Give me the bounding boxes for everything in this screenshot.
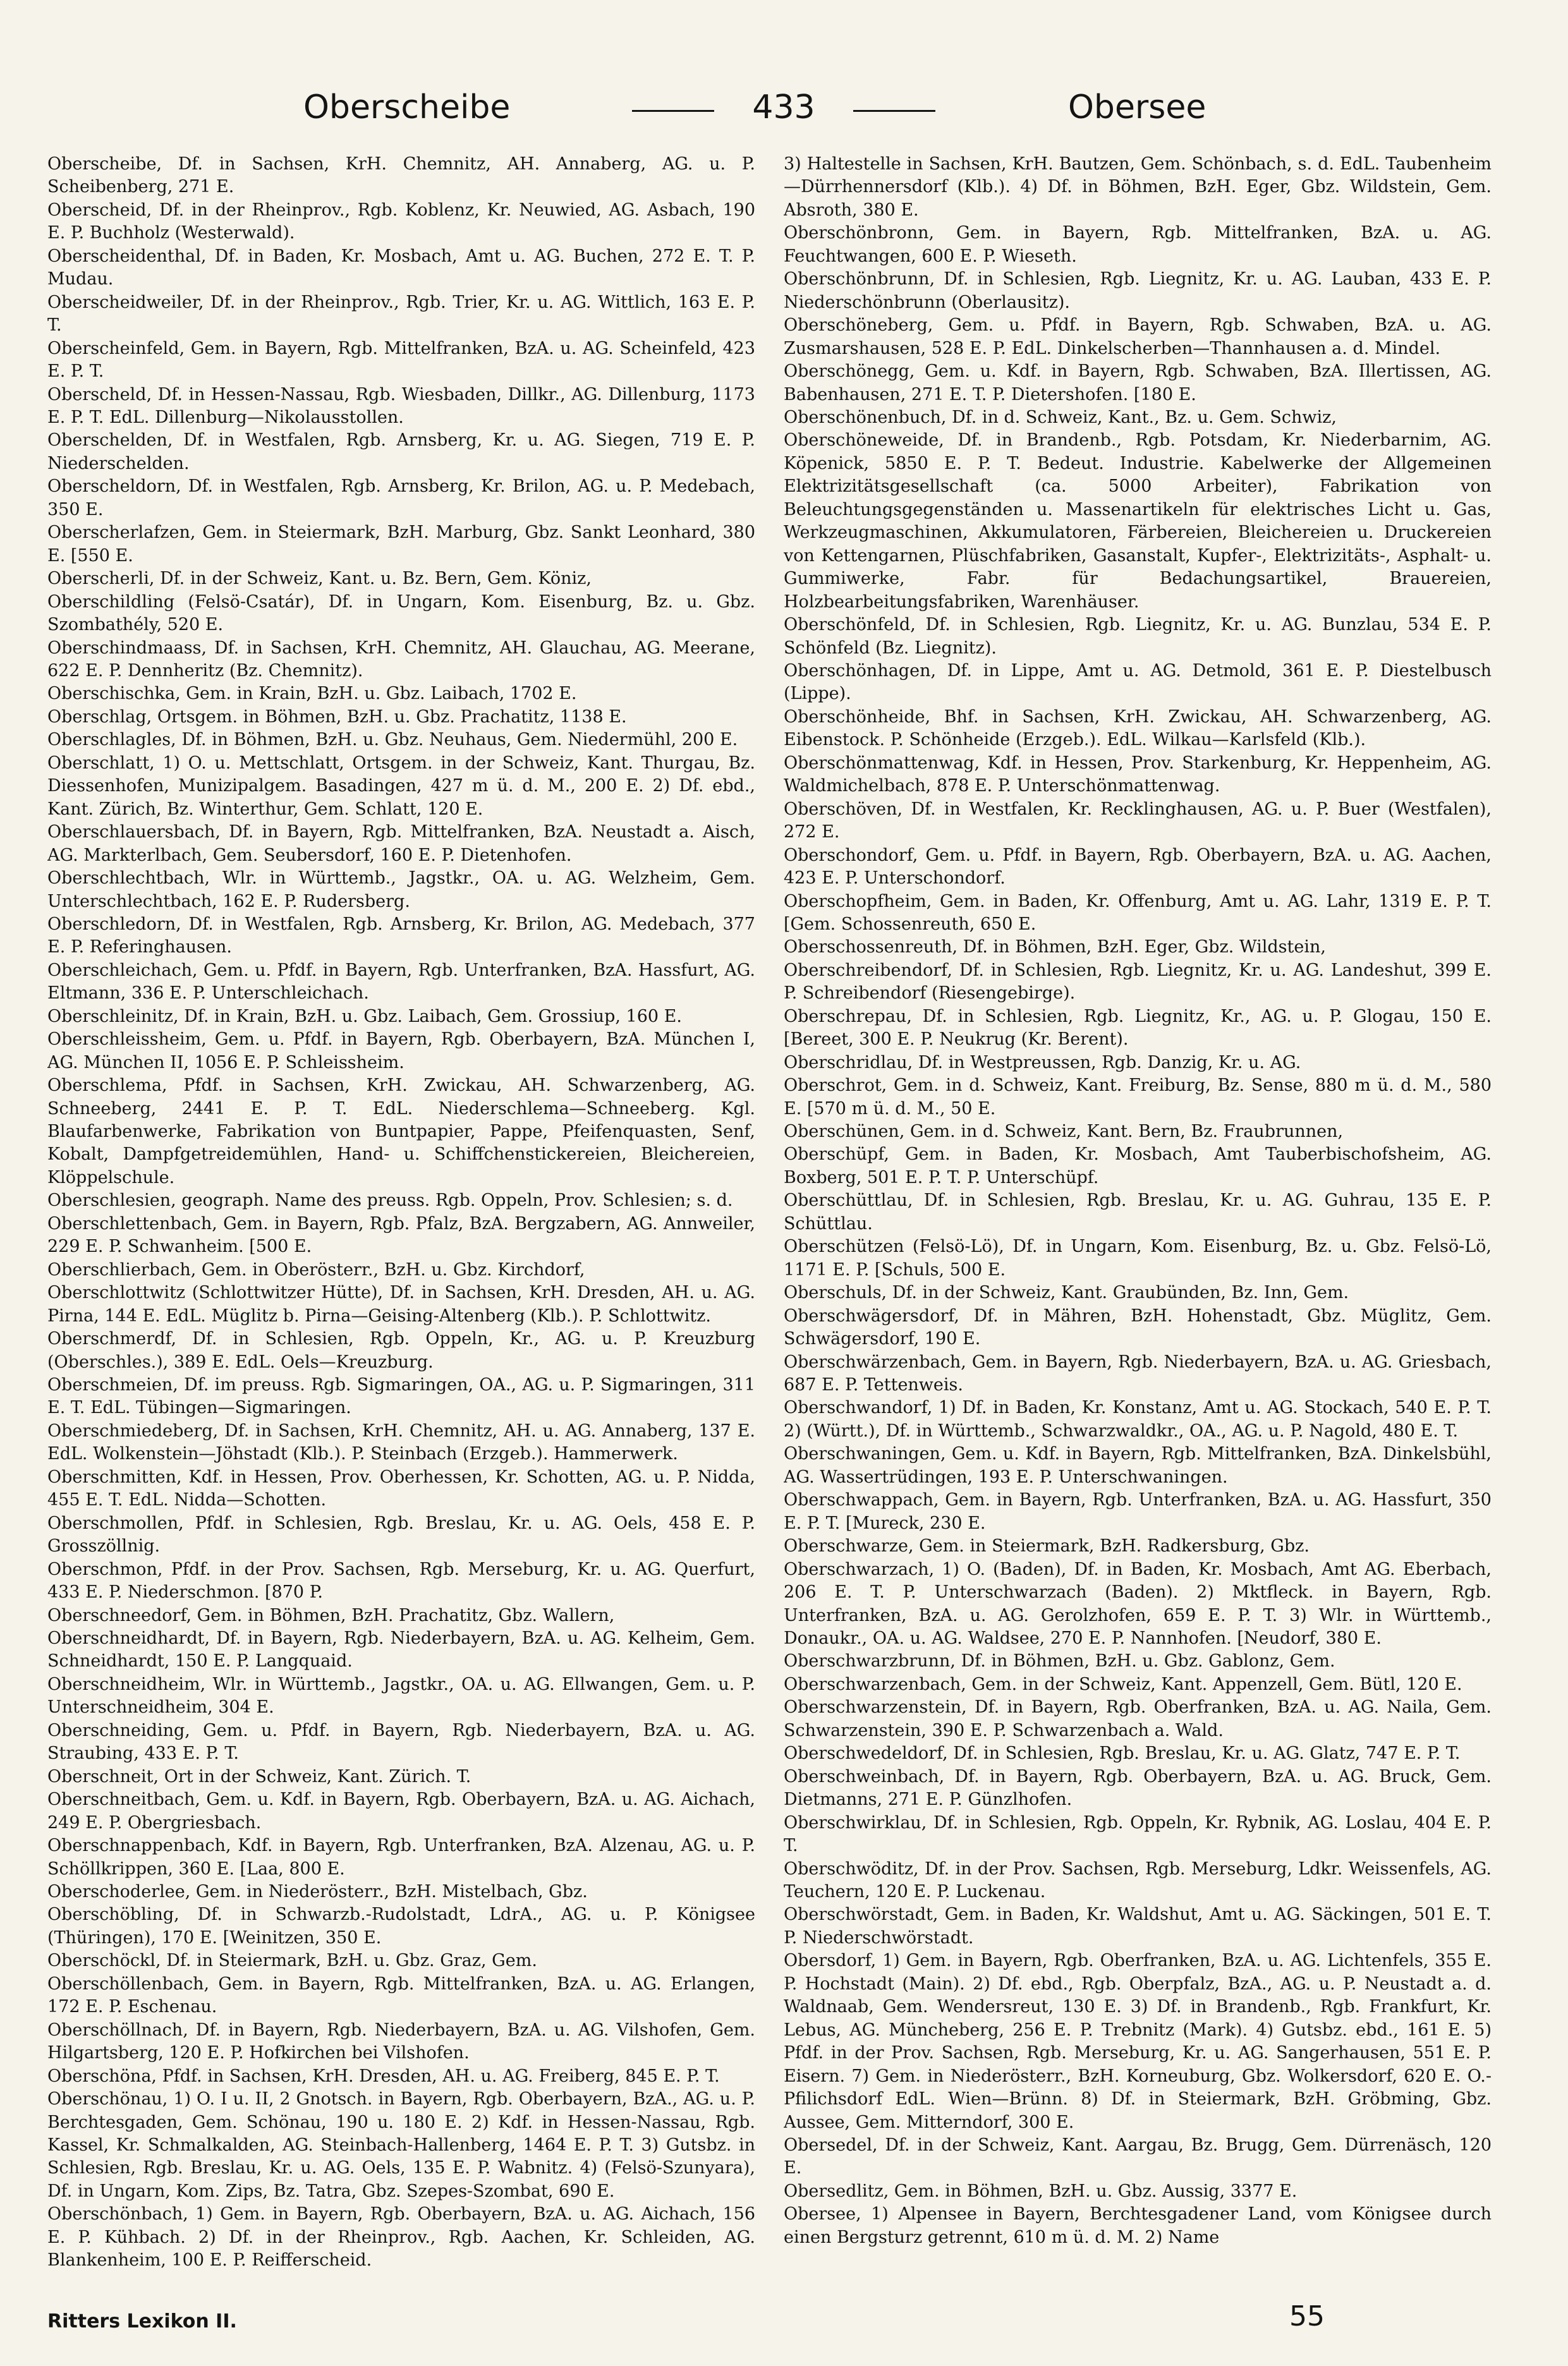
dictionary-entry: Oberschönenbuch, Df. in d. Schweiz, Kant., Bz. u. Gem. Schwiz, bbox=[784, 407, 1337, 427]
dictionary-entry: Obersedlitz, Gem. in Böhmen, BzH. u. Gbz. Aussig, 3377 E. bbox=[784, 2181, 1298, 2201]
dictionary-entry: Oberschöna, Pfdf. in Sachsen, KrH. Dresden, AH. u. AG. Freiberg, 845 E. P. T. bbox=[47, 2066, 720, 2086]
dictionary-entry: Oberschöneweide, Df. in Brandenb., Rgb. Potsdam, Kr. Niederbarnim, AG. Köpenick, 5850 E. P. T. Bedeut. Industrie. Kabelwerke der Allgemeinen Elektrizitätsgesellschaft (ca. 5000 Arbeiter), Fabrikation von Beleuchtungsgegenständen u. Massenartikeln für elektrisches Licht u. Gas, Werkzeugmaschinen, Akkumulatoren, Färbereien, Bleichereien u. Druckereien von Kettengarnen, Plüschfabriken, Gasanstalt, Kupfer-, Elektrizitäts-, Asphalt- u. Gummiwerke, Fabr. für Bedachungsartikel, Brauereien, Holzbearbeitungsfabriken, Warenhäuser. bbox=[784, 430, 1492, 612]
dictionary-entry: Oberschweinbach, Df. in Bayern, Rgb. Oberbayern, BzA. u. AG. Bruck, Gem. Dietmanns, 271 E. P. Günzlhofen. bbox=[784, 1766, 1492, 1810]
dictionary-entry: Oberschwarzach, 1) O. (Baden), Df. in Baden, Kr. Mosbach, Amt AG. Eberbach, 206 E. T. P. Unterschwarzach (Baden). 2) Mktfleck. in Bayern, Rgb. Unterfranken, BzA. u. AG. Gerolzhofen, 659 E. P. T. 3) Wlr. in Württemb., Donaukr., OA. u. AG. Waldsee, 270 E. P. Nannhofen. [Neudorf, 380 E. bbox=[784, 1559, 1492, 1648]
dictionary-entry: Oberschüttlau, Df. in Schlesien, Rgb. Breslau, Kr. u. AG. Guhrau, 135 E. P. Schüttlau. bbox=[784, 1191, 1492, 1234]
dictionary-entry: Oberschneiding, Gem. u. Pfdf. in Bayern, Rgb. Niederbayern, BzA. u. AG. Straubing, 433 E. P. T. bbox=[47, 1720, 755, 1764]
dictionary-entry: Oberschüpf, Gem. in Baden, Kr. Mosbach, Amt Tauberbischofsheim, AG. Boxberg, 501 E. P. T. P. Unterschüpf. bbox=[784, 1144, 1492, 1187]
dictionary-entry: Oberschwedeldorf, Df. in Schlesien, Rgb. Breslau, Kr. u. AG. Glatz, 747 E. P. T. bbox=[784, 1744, 1461, 1764]
dictionary-entry: Oberschlauersbach, Df. in Bayern, Rgb. Mittelfranken, BzA. Neustadt a. Aisch, AG. Markterlbach, Gem. Seubersdorf, 160 E. P. Dietenhofen. bbox=[47, 822, 755, 865]
dictionary-entry: Oberschlierbach, Gem. in Oberösterr., BzH. u. Gbz. Kirchdorf, bbox=[47, 1259, 585, 1280]
source-note: Ritters Lexikon II. bbox=[47, 2310, 237, 2333]
dictionary-entry: Oberschöbling, Df. in Schwarzb.-Rudolstadt, LdrA., AG. u. P. Königsee (Thüringen), 170 E. [Weinitzen, 350 E. bbox=[47, 1905, 755, 1948]
dictionary-entry: Obersedel, Df. in der Schweiz, Kant. Aargau, Bz. Brugg, Gem. Dürrenäsch, 120 E. bbox=[784, 2135, 1492, 2178]
dictionary-entry: Oberschlesien, geograph. Name des preuss. Rgb. Oppeln, Prov. Schlesien; s. d. bbox=[47, 1191, 733, 1211]
dictionary-entry: Oberschmeien, Df. im preuss. Rgb. Sigmaringen, OA., AG. u. P. Sigmaringen, 311 E. T. EdL. Tübingen—Sigmaringen. bbox=[47, 1375, 755, 1418]
dictionary-entry: Oberscheidweiler, Df. in der Rheinprov., Rgb. Trier, Kr. u. AG. Wittlich, 163 E. P. T. bbox=[47, 292, 755, 336]
dictionary-entry: Oberschönegg, Gem. u. Kdf. in Bayern, Rgb. Schwaben, BzA. Illertissen, AG. Babenhausen, 271 E. T. P. Dietershofen. [180 E. bbox=[784, 361, 1492, 404]
dictionary-entry: Oberschossenreuth, Df. in Böhmen, BzH. Eger, Gbz. Wildstein, bbox=[784, 937, 1326, 957]
dictionary-entry: Oberschöven, Df. in Westfalen, Kr. Recklinghausen, AG. u. P. Buer (Westfalen), 272 E. bbox=[784, 799, 1492, 842]
dictionary-entry: Oberschneit, Ort in der Schweiz, Kant. Zürich. T. bbox=[47, 1766, 471, 1787]
dictionary-entry: Oberschwaningen, Gem. u. Kdf. in Bayern, Rgb. Mittelfranken, BzA. Dinkelsbühl, AG. Wassertrüdingen, 193 E. P. Unterschwaningen. bbox=[784, 1444, 1492, 1487]
dictionary-entry: Oberschwappach, Gem. in Bayern, Rgb. Unterfranken, BzA. u. AG. Hassfurt, 350 E. P. T. [Mureck, 230 E. bbox=[784, 1490, 1492, 1533]
right-column bbox=[784, 153, 1492, 2289]
dictionary-entry: Oberschondorf, Gem. u. Pfdf. in Bayern, Rgb. Oberbayern, BzA. u. AG. Aachen, 423 E. P. Unterschondorf. bbox=[784, 845, 1492, 889]
dictionary-entry: Oberschindmaass, Df. in Sachsen, KrH. Chemnitz, AH. Glauchau, AG. Meerane, 622 E. P. Dennheritz (Bz. Chemnitz). bbox=[47, 638, 755, 681]
dictionary-entry: Oberschwörstadt, Gem. in Baden, Kr. Waldshut, Amt u. AG. Säckingen, 501 E. T. P. Niederschwörstadt. bbox=[784, 1905, 1492, 1948]
dictionary-entry: Oberschlema, Pfdf. in Sachsen, KrH. Zwickau, AH. Schwarzenberg, AG. Schneeberg, 2441 E. P. T. EdL. Niederschlema—Schneeberg. Kgl. Blaufarbenwerke, Fabrikation von Buntpapier, Pappe, Pfeifenquasten, Senf, Kobalt, Dampfgetreidemühlen, Hand- u. Schiffchenstickereien, Bleichereien, Klöppelschule. bbox=[47, 1076, 755, 1187]
dictionary-entry: Oberschopfheim, Gem. in Baden, Kr. Offenburg, Amt u. AG. Lahr, 1319 E. P. T. [Gem. Schossenreuth, 650 E. bbox=[784, 891, 1492, 934]
dictionary-entry: Oberschmitten, Kdf. in Hessen, Prov. Oberhessen, Kr. Schotten, AG. u. P. Nidda, 455 E. T. EdL. Nidda—Schotten. bbox=[47, 1467, 755, 1510]
dictionary-entry: Oberschlag, Ortsgem. in Böhmen, BzH. u. Gbz. Prachatitz, 1138 E. bbox=[47, 707, 627, 727]
dictionary-entry: Oberschlatt, 1) O. u. Mettschlatt, Ortsgem. in der Schweiz, Kant. Thurgau, Bz. Diessenhofen, Munizipalgem. Basadingen, 427 m ü. d. M., 200 E. 2) Df. ebd., Kant. Zürich, Bz. Winterthur, Gem. Schlatt, 120 E. bbox=[47, 753, 755, 819]
dictionary-entry: Oberschleissheim, Gem. u. Pfdf. in Bayern, Rgb. Oberbayern, BzA. München I, AG. München II, 1056 E. P. Schleissheim. bbox=[47, 1029, 755, 1072]
dictionary-entry: Oberschmerdf, Df. in Schlesien, Rgb. Oppeln, Kr., AG. u. P. Kreuzburg (Oberschles.), 389 E. EdL. Oels—Kreuzburg. bbox=[47, 1329, 755, 1372]
dictionary-entry: Oberschreibendorf, Df. in Schlesien, Rgb. Liegnitz, Kr. u. AG. Landeshut, 399 E. P. Schreibendorf (Riesengebirge). bbox=[784, 960, 1492, 1004]
dictionary-entry: Oberschnappenbach, Kdf. in Bayern, Rgb. Unterfranken, BzA. Alzenau, AG. u. P. Schöllkrippen, 360 E. [Laa, 800 E. bbox=[47, 1836, 755, 1879]
dictionary-entry: Oberschlagles, Df. in Böhmen, BzH. u. Gbz. Neuhaus, Gem. Niedermühl, 200 E. bbox=[47, 730, 738, 750]
dictionary-entry: Oberschleinitz, Df. in Krain, BzH. u. Gbz. Laibach, Gem. Grossiup, 160 E. bbox=[47, 1006, 682, 1026]
dictionary-entry: Oberschwöditz, Df. in der Prov. Sachsen, Rgb. Merseburg, Ldkr. Weissenfels, AG. Teuchern, 120 E. P. Luckenau. bbox=[784, 1859, 1492, 1902]
dictionary-entry: Oberschwarze, Gem. in Steiermark, BzH. Radkersburg, Gbz. bbox=[784, 1536, 1310, 1556]
dictionary-entry: Oberschledorn, Df. in Westfalen, Rgb. Arnsberg, Kr. Brilon, AG. Medebach, 377 E. P. Referinghausen. bbox=[47, 914, 755, 957]
dictionary-entry: Oberschwarzenstein, Df. in Bayern, Rgb. Oberfranken, BzA. u. AG. Naila, Gem. Schwarzenstein, 390 E. P. Schwarzenbach a. Wald. bbox=[784, 1697, 1492, 1740]
dictionary-entry: Oberscheid, Df. in der Rheinprov., Rgb. Koblenz, Kr. Neuwied, AG. Asbach, 190 E. P. Buchholz (Westerwald). bbox=[47, 200, 755, 243]
dictionary-entry: Oberschünen, Gem. in d. Schweiz, Kant. Bern, Bz. Fraubrunnen, bbox=[784, 1122, 1344, 1142]
dictionary-entry: Oberschrot, Gem. in d. Schweiz, Kant. Freiburg, Bz. Sense, 880 m ü. d. M., 580 E. [570 m ü. d. M., 50 E. bbox=[784, 1076, 1492, 1119]
dictionary-entry: Oberschneidhardt, Df. in Bayern, Rgb. Niederbayern, BzA. u. AG. Kelheim, Gem. Schneidhardt, 150 E. P. Langquaid. bbox=[47, 1629, 755, 1671]
dictionary-entry: Oberschneitbach, Gem. u. Kdf. in Bayern, Rgb. Oberbayern, BzA. u. AG. Aichach, 249 E. P. Obergriesbach. bbox=[47, 1790, 755, 1833]
page-footer bbox=[47, 2300, 1520, 2348]
dictionary-entry: Oberschildling (Felsö-Csatár), Df. in Ungarn, Kom. Eisenburg, Bz. u. Gbz. Szombathély, 520 E. bbox=[47, 592, 755, 635]
dictionary-entry: Oberschöckl, Df. in Steiermark, BzH. u. Gbz. Graz, Gem. bbox=[47, 1951, 537, 1971]
dictionary-entry: Oberschützen (Felsö-Lö), Df. in Ungarn, Kom. Eisenburg, Bz. u. Gbz. Felsö-Lö, 1171 E. P. [Schuls, 500 E. bbox=[784, 1237, 1492, 1280]
dictionary-entry: Oberschönbach, 1) Gem. in Bayern, Rgb. Oberbayern, BzA. u. AG. Aichach, 156 E. P. Kühbach. 2) Df. in der Rheinprov., Rgb. Aachen, Kr. Schleiden, AG. Blankenheim, 100 E. P. Reifferscheid. bbox=[47, 2204, 755, 2271]
dictionary-entry: Oberschmon, Pfdf. in der Prov. Sachsen, Rgb. Merseburg, Kr. u. AG. Querfurt, 433 E. P. Niederschmon. [870 P. bbox=[47, 1559, 755, 1603]
dictionary-entry: Oberschwirklau, Df. in Schlesien, Rgb. Oppeln, Kr. Rybnik, AG. Loslau, 404 E. P. T. bbox=[784, 1812, 1492, 1856]
page-header bbox=[0, 88, 1568, 139]
dictionary-entry: Oberschönfeld, Df. in Schlesien, Rgb. Liegnitz, Kr. u. AG. Bunzlau, 534 E. P. Schönfeld (Bz. Liegnitz). bbox=[784, 615, 1492, 658]
dictionary-entry: 3) Haltestelle in Sachsen, KrH. Bautzen, Gem. Schönbach, s. d. EdL. Taubenheim—Dürrhennersdorf (Klb.). 4) Df. in Böhmen, BzH. Eger, Gbz. Wildstein, Gem. Absroth, 380 E. bbox=[784, 154, 1492, 220]
header-right-keyword: Obersee bbox=[1068, 88, 1206, 126]
dictionary-entry: Oberschöneberg, Gem. u. Pfdf. in Bayern, Rgb. Schwaben, BzA. u. AG. Zusmarshausen, 528 E. P. EdL. Dinkelscherben—Thannhausen a. d. Mindel. bbox=[784, 315, 1492, 358]
dictionary-entry: Oberschmiedeberg, Df. in Sachsen, KrH. Chemnitz, AH. u. AG. Annaberg, 137 E. EdL. Wolkenstein—Jöhstadt (Klb.). P. Steinbach (Erzgeb.). Hammerwerk. bbox=[47, 1421, 755, 1464]
dictionary-entry: Oberscherli, Df. in der Schweiz, Kant. u. Bz. Bern, Gem. Köniz, bbox=[47, 569, 592, 589]
dictionary-entry: Obersee, 1) Alpensee in Bayern, Berchtesgadener Land, vom Königsee durch einen Bergsturz getrennt, 610 m ü. d. M. 2) Name bbox=[784, 2204, 1492, 2247]
dictionary-entry: Oberschelden, Df. in Westfalen, Rgb. Arnsberg, Kr. u. AG. Siegen, 719 E. P. Niederschelden. bbox=[47, 430, 755, 473]
dictionary-entry: Oberschwandorf, 1) Df. in Baden, Kr. Konstanz, Amt u. AG. Stockach, 540 E. P. T. 2) (Württ.), Df. in Württemb., Schwarzwaldkr., OA., AG. u. P. Nagold, 480 E. T. bbox=[784, 1398, 1492, 1441]
dictionary-entry: Oberschönheide, Bhf. in Sachsen, KrH. Zwickau, AH. Schwarzenberg, AG. Eibenstock. P. Schönheide (Erzgeb.). EdL. Wilkau—Karlsfeld (Klb.). bbox=[784, 707, 1492, 750]
signature-number: 55 bbox=[1289, 2300, 1325, 2333]
dictionary-entry: Oberscheld, Df. in Hessen-Nassau, Rgb. Wiesbaden, Dillkr., AG. Dillenburg, 1173 E. P. T. EdL. Dillenburg—Nikolausstollen. bbox=[47, 384, 755, 427]
dictionary-entry: Oberschwarzenbach, Gem. in der Schweiz, Kant. Appenzell, Gem. Bütl, 120 E. bbox=[784, 1674, 1462, 1694]
dictionary-entry: Oberschwarzbrunn, Df. in Böhmen, BzH. u. Gbz. Gablonz, Gem. bbox=[784, 1651, 1335, 1671]
dictionary-entry: Oberschneidheim, Wlr. in Württemb., Jagstkr., OA. u. AG. Ellwangen, Gem. u. P. Unterschneidheim, 304 E. bbox=[47, 1674, 755, 1718]
dictionary-entry: Oberschönhagen, Df. in Lippe, Amt u. AG. Detmold, 361 E. P. Diestelbusch (Lippe). bbox=[784, 660, 1492, 704]
dictionary-entry: Oberscheibe, Df. in Sachsen, KrH. Chemnitz, AH. Annaberg, AG. u. P. Scheibenberg, 271 E. bbox=[47, 154, 755, 197]
dictionary-entry: Oberschleichach, Gem. u. Pfdf. in Bayern, Rgb. Unterfranken, BzA. Hassfurt, AG. Eltmann, 336 E. P. Unterschleichach. bbox=[47, 960, 755, 1004]
dictionary-entry: Oberschwägersdorf, Df. in Mähren, BzH. Hohenstadt, Gbz. Müglitz, Gem. Schwägersdorf, 190 E. bbox=[784, 1306, 1492, 1349]
dictionary-entry: Oberscherlafzen, Gem. in Steiermark, BzH. Marburg, Gbz. Sankt Leonhard, 380 E. [550 E. bbox=[47, 523, 755, 566]
dictionary-entry: Oberschridlau, Df. in Westpreussen, Rgb. Danzig, Kr. u. AG. bbox=[784, 1052, 1301, 1072]
dictionary-entry: Oberschönbronn, Gem. in Bayern, Rgb. Mittelfranken, BzA. u. AG. Feuchtwangen, 600 E. P. Wieseth. bbox=[784, 223, 1492, 266]
dictionary-entry: Oberscheidenthal, Df. in Baden, Kr. Mosbach, Amt u. AG. Buchen, 272 E. T. P. Mudau. bbox=[47, 246, 755, 289]
dictionary-entry: Oberschlechtbach, Wlr. in Württemb., Jagstkr., OA. u. AG. Welzheim, Gem. Unterschlechtbach, 162 E. P. Rudersberg. bbox=[47, 868, 755, 911]
dictionary-entry: Oberschwärzenbach, Gem. in Bayern, Rgb. Niederbayern, BzA. u. AG. Griesbach, 687 E. P. Tettenweis. bbox=[784, 1352, 1492, 1395]
dictionary-entry: Oberschneedorf, Gem. in Böhmen, BzH. Prachatitz, Gbz. Wallern, bbox=[47, 1605, 615, 1625]
dictionary-entry: Oberschischka, Gem. in Krain, BzH. u. Gbz. Laibach, 1702 E. bbox=[47, 684, 577, 704]
dictionary-entry: Oberschmollen, Pfdf. in Schlesien, Rgb. Breslau, Kr. u. AG. Oels, 458 E. P. Grosszöllnig. bbox=[47, 1513, 755, 1556]
dictionary-entry: Obersdorf, 1) Gem. in Bayern, Rgb. Oberfranken, BzA. u. AG. Lichtenfels, 355 E. P. Hochstadt (Main). 2) Df. ebd., Rgb. Oberpfalz, BzA., AG. u. P. Neustadt a. d. Waldnaab, Gem. Wendersreut, 130 E. 3) Df. in Brandenb., Rgb. Frankfurt, Kr. Lebus, AG. Müncheberg, 256 E. P. Trebnitz (Mark). 4) Gutsbz. ebd., 161 E. 5) Pfdf. in der Prov. Sachsen, Rgb. Merseburg, Kr. u. AG. Sangerhausen, 551 E. P. Eisern. 7) Gem. in Niederösterr., BzH. Korneuburg, Gbz. Wolkersdorf, 620 E. O.-Pfilichsdorf EdL. Wien—Brünn. 8) Df. in Steiermark, BzH. Gröbming, Gbz. Aussee, Gem. Mitterndorf, 300 E. bbox=[784, 1951, 1492, 2132]
dictionary-entry: Oberschöllnach, Df. in Bayern, Rgb. Niederbayern, BzA. u. AG. Vilshofen, Gem. Hilgartsberg, 120 E. P. Hofkirchen bei Vilshofen. bbox=[47, 2020, 755, 2063]
page-number: 433 bbox=[632, 88, 935, 126]
dictionary-entry: Oberscheldorn, Df. in Westfalen, Rgb. Arnsberg, Kr. Brilon, AG. u. P. Medebach, 350 E. bbox=[47, 476, 755, 519]
dictionary-entry: Oberschuls, Df. in der Schweiz, Kant. Graubünden, Bz. Inn, Gem. bbox=[784, 1283, 1349, 1303]
dictionary-entry: Oberschlettenbach, Gem. in Bayern, Rgb. Pfalz, BzA. Bergzabern, AG. Annweiler, 229 E. P. Schwanheim. [500 E. bbox=[47, 1213, 755, 1257]
dictionary-entry: Oberschönbrunn, Df. in Schlesien, Rgb. Liegnitz, Kr. u. AG. Lauban, 433 E. P. Niederschönbrunn (Oberlausitz). bbox=[784, 269, 1492, 312]
left-column bbox=[47, 153, 755, 2289]
dictionary-entry: Oberschlottwitz (Schlottwitzer Hütte), Df. in Sachsen, KrH. Dresden, AH. u. AG. Pirna, 144 E. EdL. Müglitz b. Pirna—Geising-Altenberg (Klb.). P. Schlottwitz. bbox=[47, 1283, 755, 1326]
dictionary-entry: Oberschönmattenwag, Kdf. in Hessen, Prov. Starkenburg, Kr. Heppenheim, AG. Waldmichelbach, 878 E. P. Unterschönmattenwag. bbox=[784, 753, 1492, 796]
dictionary-entry: Oberschöllenbach, Gem. in Bayern, Rgb. Mittelfranken, BzA. u. AG. Erlangen, 172 E. P. Eschenau. bbox=[47, 1974, 755, 2017]
header-left-keyword: Oberscheibe bbox=[303, 88, 511, 126]
dictionary-entry: Oberschoderlee, Gem. in Niederösterr., BzH. Mistelbach, Gbz. bbox=[47, 1881, 588, 1902]
dictionary-entry: Oberschrepau, Df. in Schlesien, Rgb. Liegnitz, Kr., AG. u. P. Glogau, 150 E. [Bereet, 300 E. P. Neukrug (Kr. Berent). bbox=[784, 1006, 1492, 1050]
dictionary-entry: Oberscheinfeld, Gem. in Bayern, Rgb. Mittelfranken, BzA. u. AG. Scheinfeld, 423 E. P. T. bbox=[47, 338, 755, 382]
dictionary-entry: Oberschönau, 1) O. I u. II, 2 Gnotsch. in Bayern, Rgb. Oberbayern, BzA., AG. u. P. Berchtesgaden, Gem. Schönau, 190 u. 180 E. 2) Kdf. in Hessen-Nassau, Rgb. Kassel, Kr. Schmalkalden, AG. Steinbach-Hallenberg, 1464 E. P. T. 3) Gutsbz. in Schlesien, Rgb. Breslau, Kr. u. AG. Oels, 135 E. P. Wabnitz. 4) (Felsö-Szunyara), Df. in Ungarn, Kom. Zips, Bz. Tatra, Gbz. Szepes-Szombat, 690 E. bbox=[47, 2089, 755, 2201]
